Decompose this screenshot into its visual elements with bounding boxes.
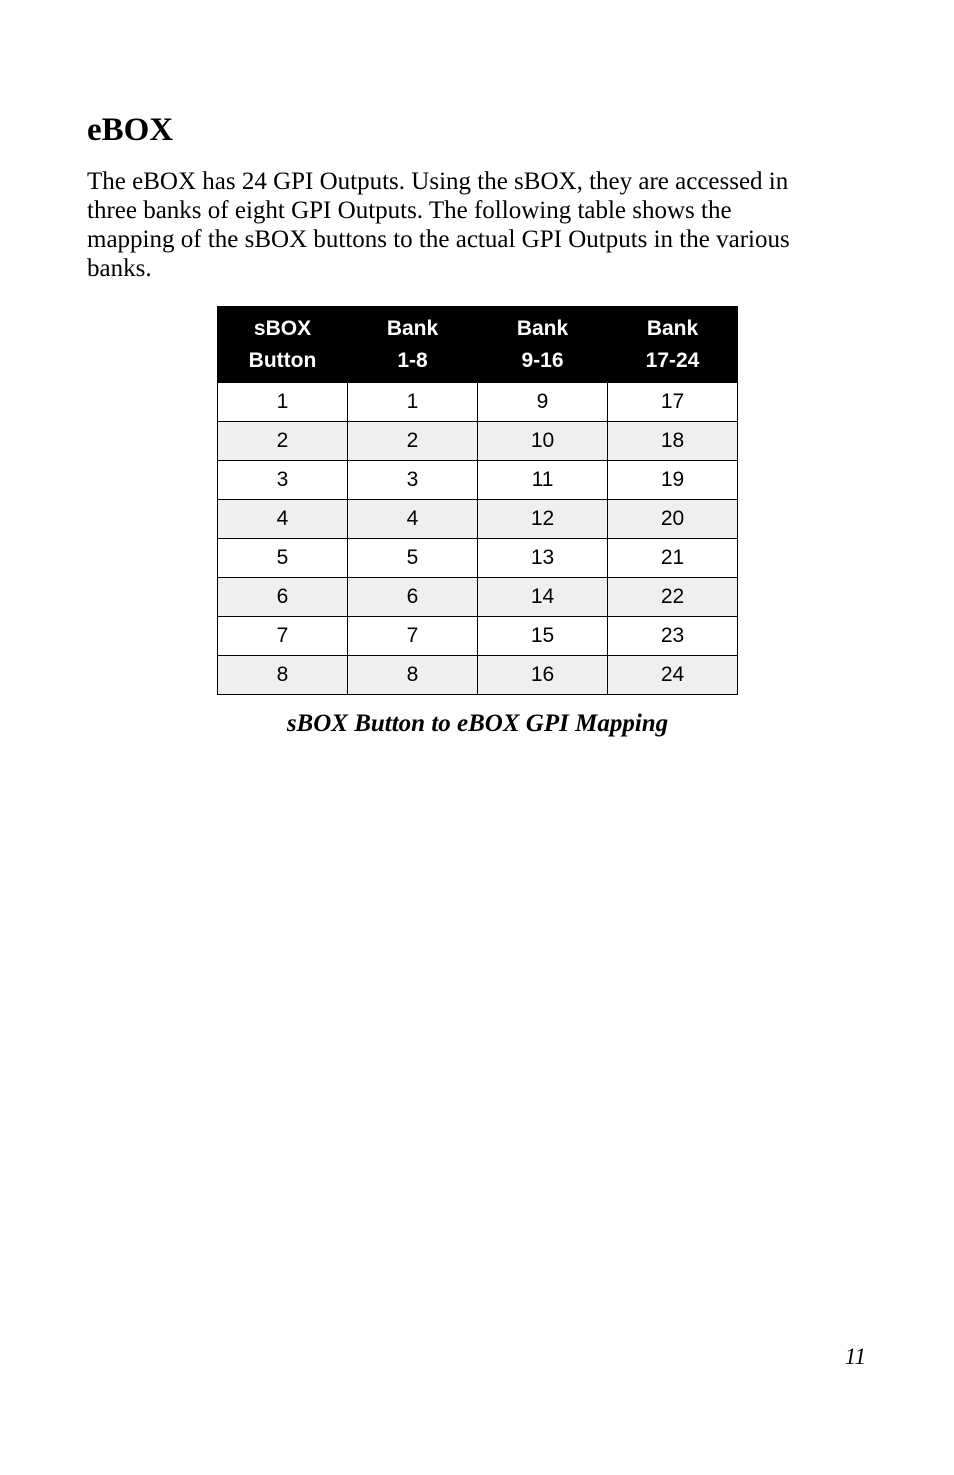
section-title: eBOX	[87, 112, 174, 148]
table-cell: 9	[478, 383, 608, 422]
header-bank-9-16: Bank 9-16	[478, 307, 608, 383]
table-cell: 12	[478, 500, 608, 539]
table-cell: 5	[348, 539, 478, 578]
table-row	[218, 500, 738, 539]
table-cell: 14	[478, 578, 608, 617]
gpi-mapping-table	[217, 306, 738, 695]
table-cell: 4	[218, 500, 348, 539]
table-row	[218, 578, 738, 617]
table-cell: 8	[348, 656, 478, 695]
table-cell: 13	[478, 539, 608, 578]
table-cell: 21	[608, 539, 738, 578]
table-cell: 19	[608, 461, 738, 500]
table-cell: 5	[218, 539, 348, 578]
table-cell: 10	[478, 422, 608, 461]
section-body-text: The eBOX has 24 GPI Outputs. Using the sBOX, they are accessed in three banks of eight GPI Outputs. The following table shows the mapping of the sBOX buttons to the actual GPI Outputs in the various banks.	[87, 168, 790, 282]
table-cell: 6	[348, 578, 478, 617]
table-row	[218, 656, 738, 695]
table-cell: 6	[218, 578, 348, 617]
table-row	[218, 461, 738, 500]
table-cell: 22	[608, 578, 738, 617]
table-cell: 24	[608, 656, 738, 695]
table-cell: 20	[608, 500, 738, 539]
table-cell: 2	[218, 422, 348, 461]
header-bank-1-8: Bank 1-8	[348, 307, 478, 383]
table-caption: sBOX Button to eBOX GPI Mapping	[286, 710, 669, 737]
table-cell: 15	[478, 617, 608, 656]
table-row	[218, 422, 738, 461]
table-cell: 23	[608, 617, 738, 656]
table-row	[218, 539, 738, 578]
table-cell: 8	[218, 656, 348, 695]
table-cell: 11	[478, 461, 608, 500]
table-row	[218, 383, 738, 422]
table-cell: 17	[608, 383, 738, 422]
table-cell: 3	[348, 461, 478, 500]
page-number: 11	[844, 1344, 866, 1369]
header-sbox-button: sBOX Button	[218, 307, 348, 383]
table-row	[218, 617, 738, 656]
table-header-row	[218, 307, 738, 383]
table-cell: 1	[218, 383, 348, 422]
table-cell: 3	[218, 461, 348, 500]
table-cell: 4	[348, 500, 478, 539]
header-bank-17-24: Bank 17-24	[608, 307, 738, 383]
table-cell: 18	[608, 422, 738, 461]
table-cell: 2	[348, 422, 478, 461]
table-cell: 7	[348, 617, 478, 656]
table-cell: 7	[218, 617, 348, 656]
table-cell: 16	[478, 656, 608, 695]
table-cell: 1	[348, 383, 478, 422]
